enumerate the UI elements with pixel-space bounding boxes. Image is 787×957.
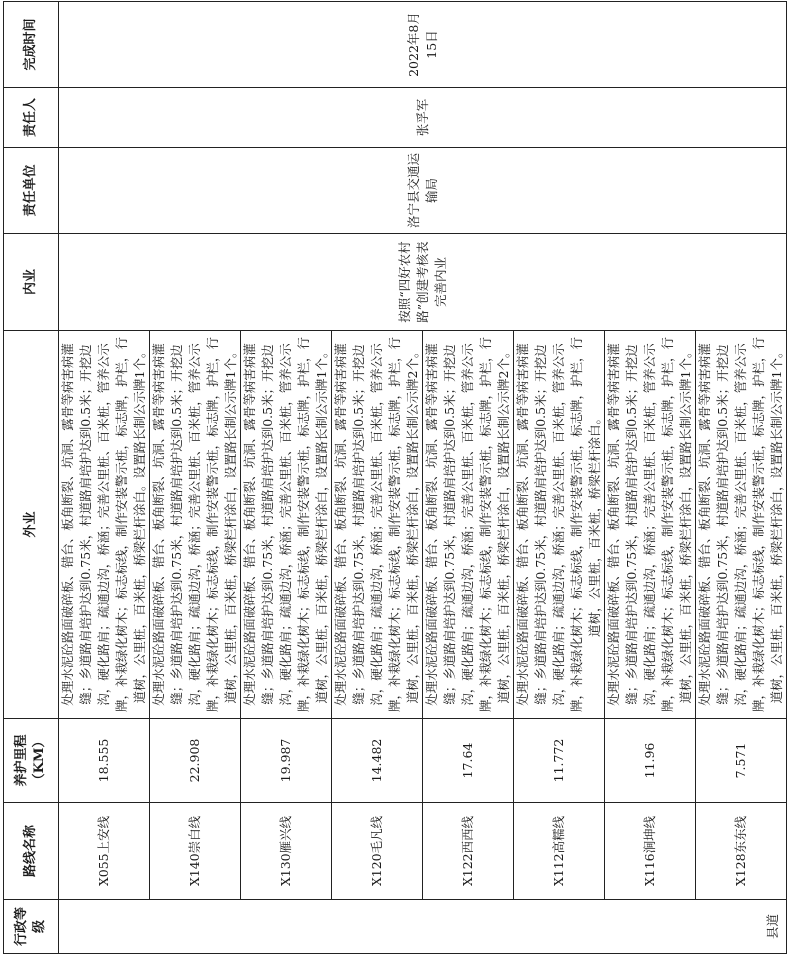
exterior-work-cell: 处理水泥砼路面破碎板、错台、板角断裂、坑洞、露骨等病害病灌缝；乡道路肩培护达到0.75米，村道路肩培护达到0.5米；开挖边沟，硬化路肩；疏通边沟，桥涵；完善公里桩、百米桩，管养公示牌，补栽绿化树木；标志标线，制作安装警示桩，标志牌，护栏，行道树，公里桩，百米桩，桥梁栏杆涂白，设置路长制公示牌1个。 — [150, 331, 241, 719]
exterior-work-cell: 处理水泥砼路面破碎板、错台、板角断裂、坑洞、露骨等病害病灌缝；乡道路肩培护达到0.75米，村道路肩培护达到0.5米；开挖边沟，硬化路肩；疏通边沟，桥涵；完善公里桩、百米桩，管养公示牌，补栽绿化树木；标志标线，制作安装警示桩，标志牌，护栏，行道树，公里桩，百米桩，桥梁栏杆涂白，设置路长制公示牌1个。 — [241, 331, 332, 719]
mileage-cell: 18.555 — [59, 719, 150, 803]
header-responsible-person: 责任人 — [4, 88, 59, 148]
responsible-unit-cell: 洛宁县交通运输局 — [59, 148, 787, 234]
route-name-cell: X055上安线 — [59, 803, 150, 900]
mileage-cell: 17.64 — [423, 719, 514, 803]
header-completion-time: 完成时间 — [4, 2, 59, 88]
interior-work-cell: 按照“四好农村路”创建考核表完善内业 — [59, 234, 787, 331]
mileage-cell: 22.908 — [150, 719, 241, 803]
header-responsible-unit: 责任单位 — [4, 148, 59, 234]
header-grade: 行政等级 — [4, 900, 59, 954]
table-row — [59, 2, 150, 954]
route-name-cell: X116涧坤线 — [605, 803, 696, 900]
route-name-cell: X122西西线 — [423, 803, 514, 900]
mileage-cell: 19.987 — [241, 719, 332, 803]
exterior-work-cell: 处理水泥砼路面破碎板、错台、板角断裂、坑洞、露骨等病害病灌缝；乡道路肩培护达到0.75米，村道路肩培护达到0.5米；开挖边沟，硬化路肩；疏通边沟，桥涵；完善公里桩、百米桩，管养公示牌，补栽绿化树木；标志标线，制作安装警示桩，标志牌，护栏，行道树，公里桩，百米桩，桥梁栏杆涂白。 — [514, 331, 605, 719]
header-mileage: 养护里程（KM） — [4, 719, 59, 803]
route-name-cell: X120毛凡线 — [332, 803, 423, 900]
maintenance-plan-table — [3, 1, 787, 954]
mileage-cell: 14.482 — [332, 719, 423, 803]
completion-time-cell: 2022年8月15日 — [59, 2, 787, 88]
mileage-cell: 11.96 — [605, 719, 696, 803]
route-name-cell: X112高糯线 — [514, 803, 605, 900]
responsible-person-cell: 张孚军 — [59, 88, 787, 148]
header-exterior: 外业 — [4, 331, 59, 719]
exterior-work-cell: 处理水泥砼路面破碎板、错台、板角断裂、坑洞、露骨等病害病灌缝；乡道路肩培护达到0.75米，村道路肩培护达到0.5米；开挖边沟，硬化路肩；疏通边沟，桥涵；完善公里桩、百米桩，管养公示牌，补栽绿化树木；标志标线，制作安装警示桩，标志牌，护栏，行道树，公里桩，百米桩，桥梁栏杆涂白，设置路长制公示牌1个。 — [696, 331, 787, 719]
mileage-cell: 7.571 — [696, 719, 787, 803]
grade-cell: 县道 — [59, 900, 787, 954]
route-name-cell: X130雁兴线 — [241, 803, 332, 900]
route-name-cell: X128东东线 — [696, 803, 787, 900]
exterior-work-cell: 处理水泥砼路面破碎板、错台、板角断裂、坑洞、露骨等病害病灌缝；乡道路肩培护达到0.75米，村道路肩培护达到0.5米；开挖边沟，硬化路肩；疏通边沟，桥涵；完善公里桩、百米桩，管养公示牌，补栽绿化树木；标志标线，制作安装警示桩，标志牌，护栏，行道树，公里桩，百米桩，桥梁栏杆涂白，设置路长制公示牌2个。 — [332, 331, 423, 719]
exterior-work-cell: 处理水泥砼路面破碎板、错台、板角断裂、坑洞、露骨等病害病灌缝；乡道路肩培护达到0.75米，村道路肩培护达到0.5米；开挖边沟，硬化路肩；疏通边沟，桥涵；完善公里桩、百米桩，管养公示牌，补栽绿化树木；标志标线，制作安装警示桩，标志牌，护栏，行道树，公里桩，百米桩，桥梁栏杆涂白，设置路长制公示牌2个。 — [423, 331, 514, 719]
table-header-row — [4, 2, 59, 954]
exterior-work-cell: 处理水泥砼路面破碎板、错台、板角断裂、坑洞、露骨等病害病灌缝；乡道路肩培护达到0.75米，村道路肩培护达到0.5米；开挖边沟，硬化路肩；疏通边沟，桥涵；完善公里桩、百米桩，管养公示牌，补栽绿化树木；标志标线，制作安装警示桩，标志牌，护栏，行道树，公里桩，百米桩，桥梁栏杆涂白，设置路长制公示牌1个。 — [605, 331, 696, 719]
route-name-cell: X140崇白线 — [150, 803, 241, 900]
exterior-work-cell: 处理水泥砼路面破碎板、错台、板角断裂、坑洞、露骨等病害病灌缝；乡道路肩培护达到0.75米，村道路肩培护达到0.5米；开挖边沟，硬化路肩；疏通边沟，桥涵；完善公里桩、百米桩，管养公示牌，补栽绿化树木；标志标线，制作安装警示桩，标志牌，护栏，行道树，公里桩，百米桩，桥梁栏杆涂白。设置路长制公示牌1个。 — [59, 331, 150, 719]
header-interior: 内业 — [4, 234, 59, 331]
header-route-name: 路线名称 — [4, 803, 59, 900]
mileage-cell: 11.772 — [514, 719, 605, 803]
